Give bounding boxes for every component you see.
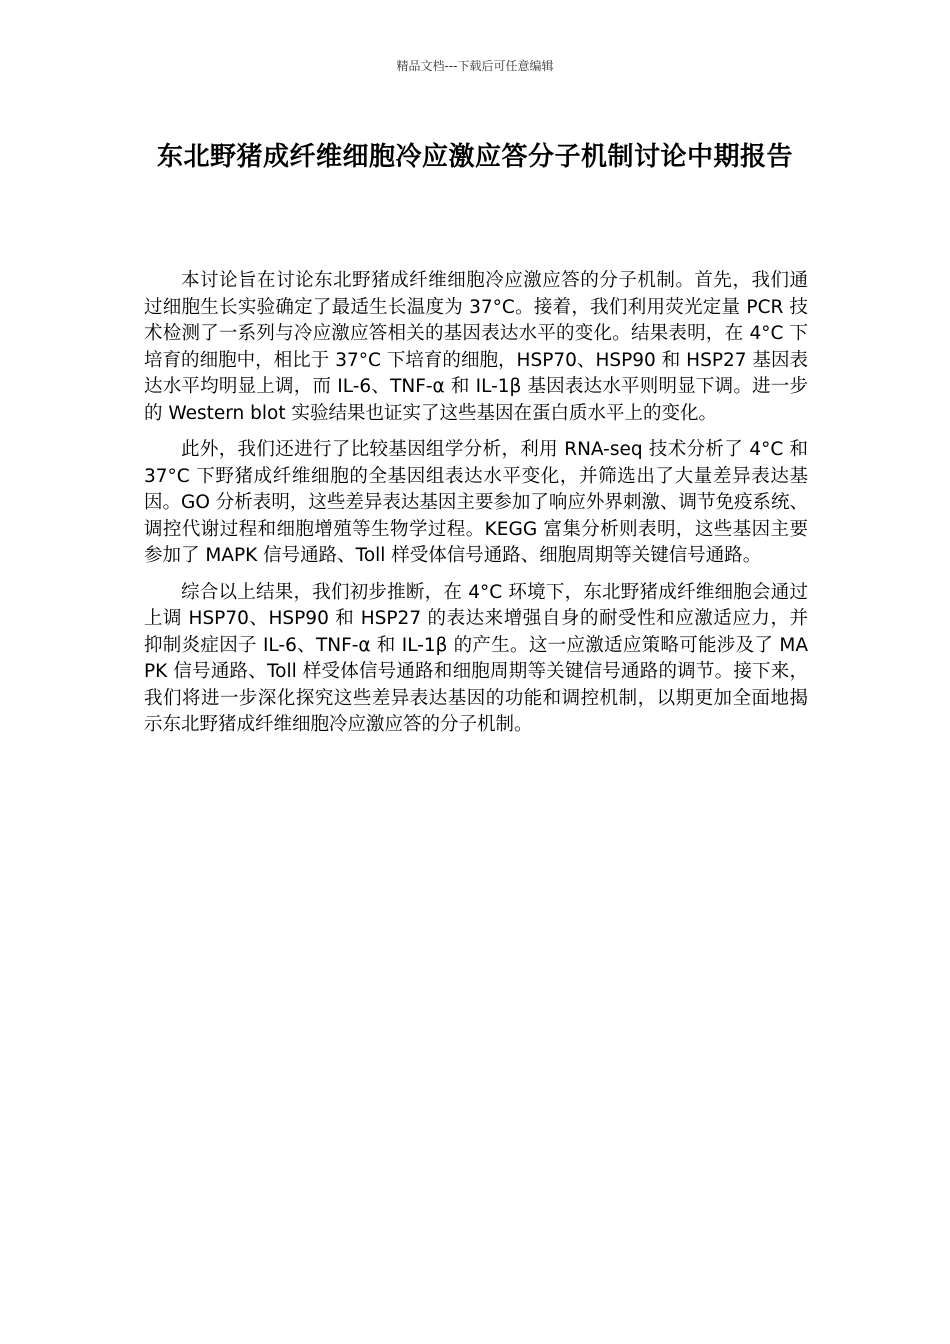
document-title: 东北野猪成纤维细胞冷应激应答分子机制讨论中期报告 [156, 142, 793, 172]
paragraph: 综合以上结果，我们初步推断，在 4°C 环境下，东北野猪成纤维细胞会通过上调 HSP70、HSP90 和 HSP27 的表达来增强自身的耐受性和应激适应力，并抑制炎症因子 IL-6、TNF-α 和 IL-1β 的产生。这一应激适应策略可能涉及了 MAPK 信号通路、Toll 样受体信号通路和细胞周期等关键信号通路的调节。接下来，我们将进一步深化探究这些差异表达基因的功能和调控机制，以期更加全面地揭示东北野猪成纤维细胞冷应激应答的分子机制。 [144, 581, 808, 735]
document-body [144, 268, 808, 749]
paragraph: 此外，我们还进行了比较基因组学分析，利用 RNA-seq 技术分析了 4°C 和 37°C 下野猪成纤维细胞的全基因组表达水平变化，并筛选出了大量差异表达基因。GO 分析表明，这些差异表达基因主要参加了响应外界刺激、调节免疫系统、调控代谢过程和细胞增殖等生物学过程。KEGG 富集分析则表明，这些基因主要参加了 MAPK 信号通路、Toll 样受体信号通路、细胞周期等关键信号通路。 [144, 439, 808, 566]
header-note: 精品文档---下载后可任意编辑 [396, 59, 554, 73]
paragraph: 本讨论旨在讨论东北野猪成纤维细胞冷应激应答的分子机制。首先，我们通过细胞生长实验确定了最适生长温度为 37°C。接着，我们利用荧光定量 PCR 技术检测了一系列与冷应激应答相关的基因表达水平的变化。结果表明，在 4°C 下培育的细胞中，相比于 37°C 下培育的细胞，HSP70、HSP90 和 HSP27 基因表达水平均明显上调，而 IL-6、TNF-α 和 IL-1β 基因表达水平则明显下调。进一步的 Western blot 实验结果也证实了这些基因在蛋白质水平上的变化。 [144, 270, 808, 424]
